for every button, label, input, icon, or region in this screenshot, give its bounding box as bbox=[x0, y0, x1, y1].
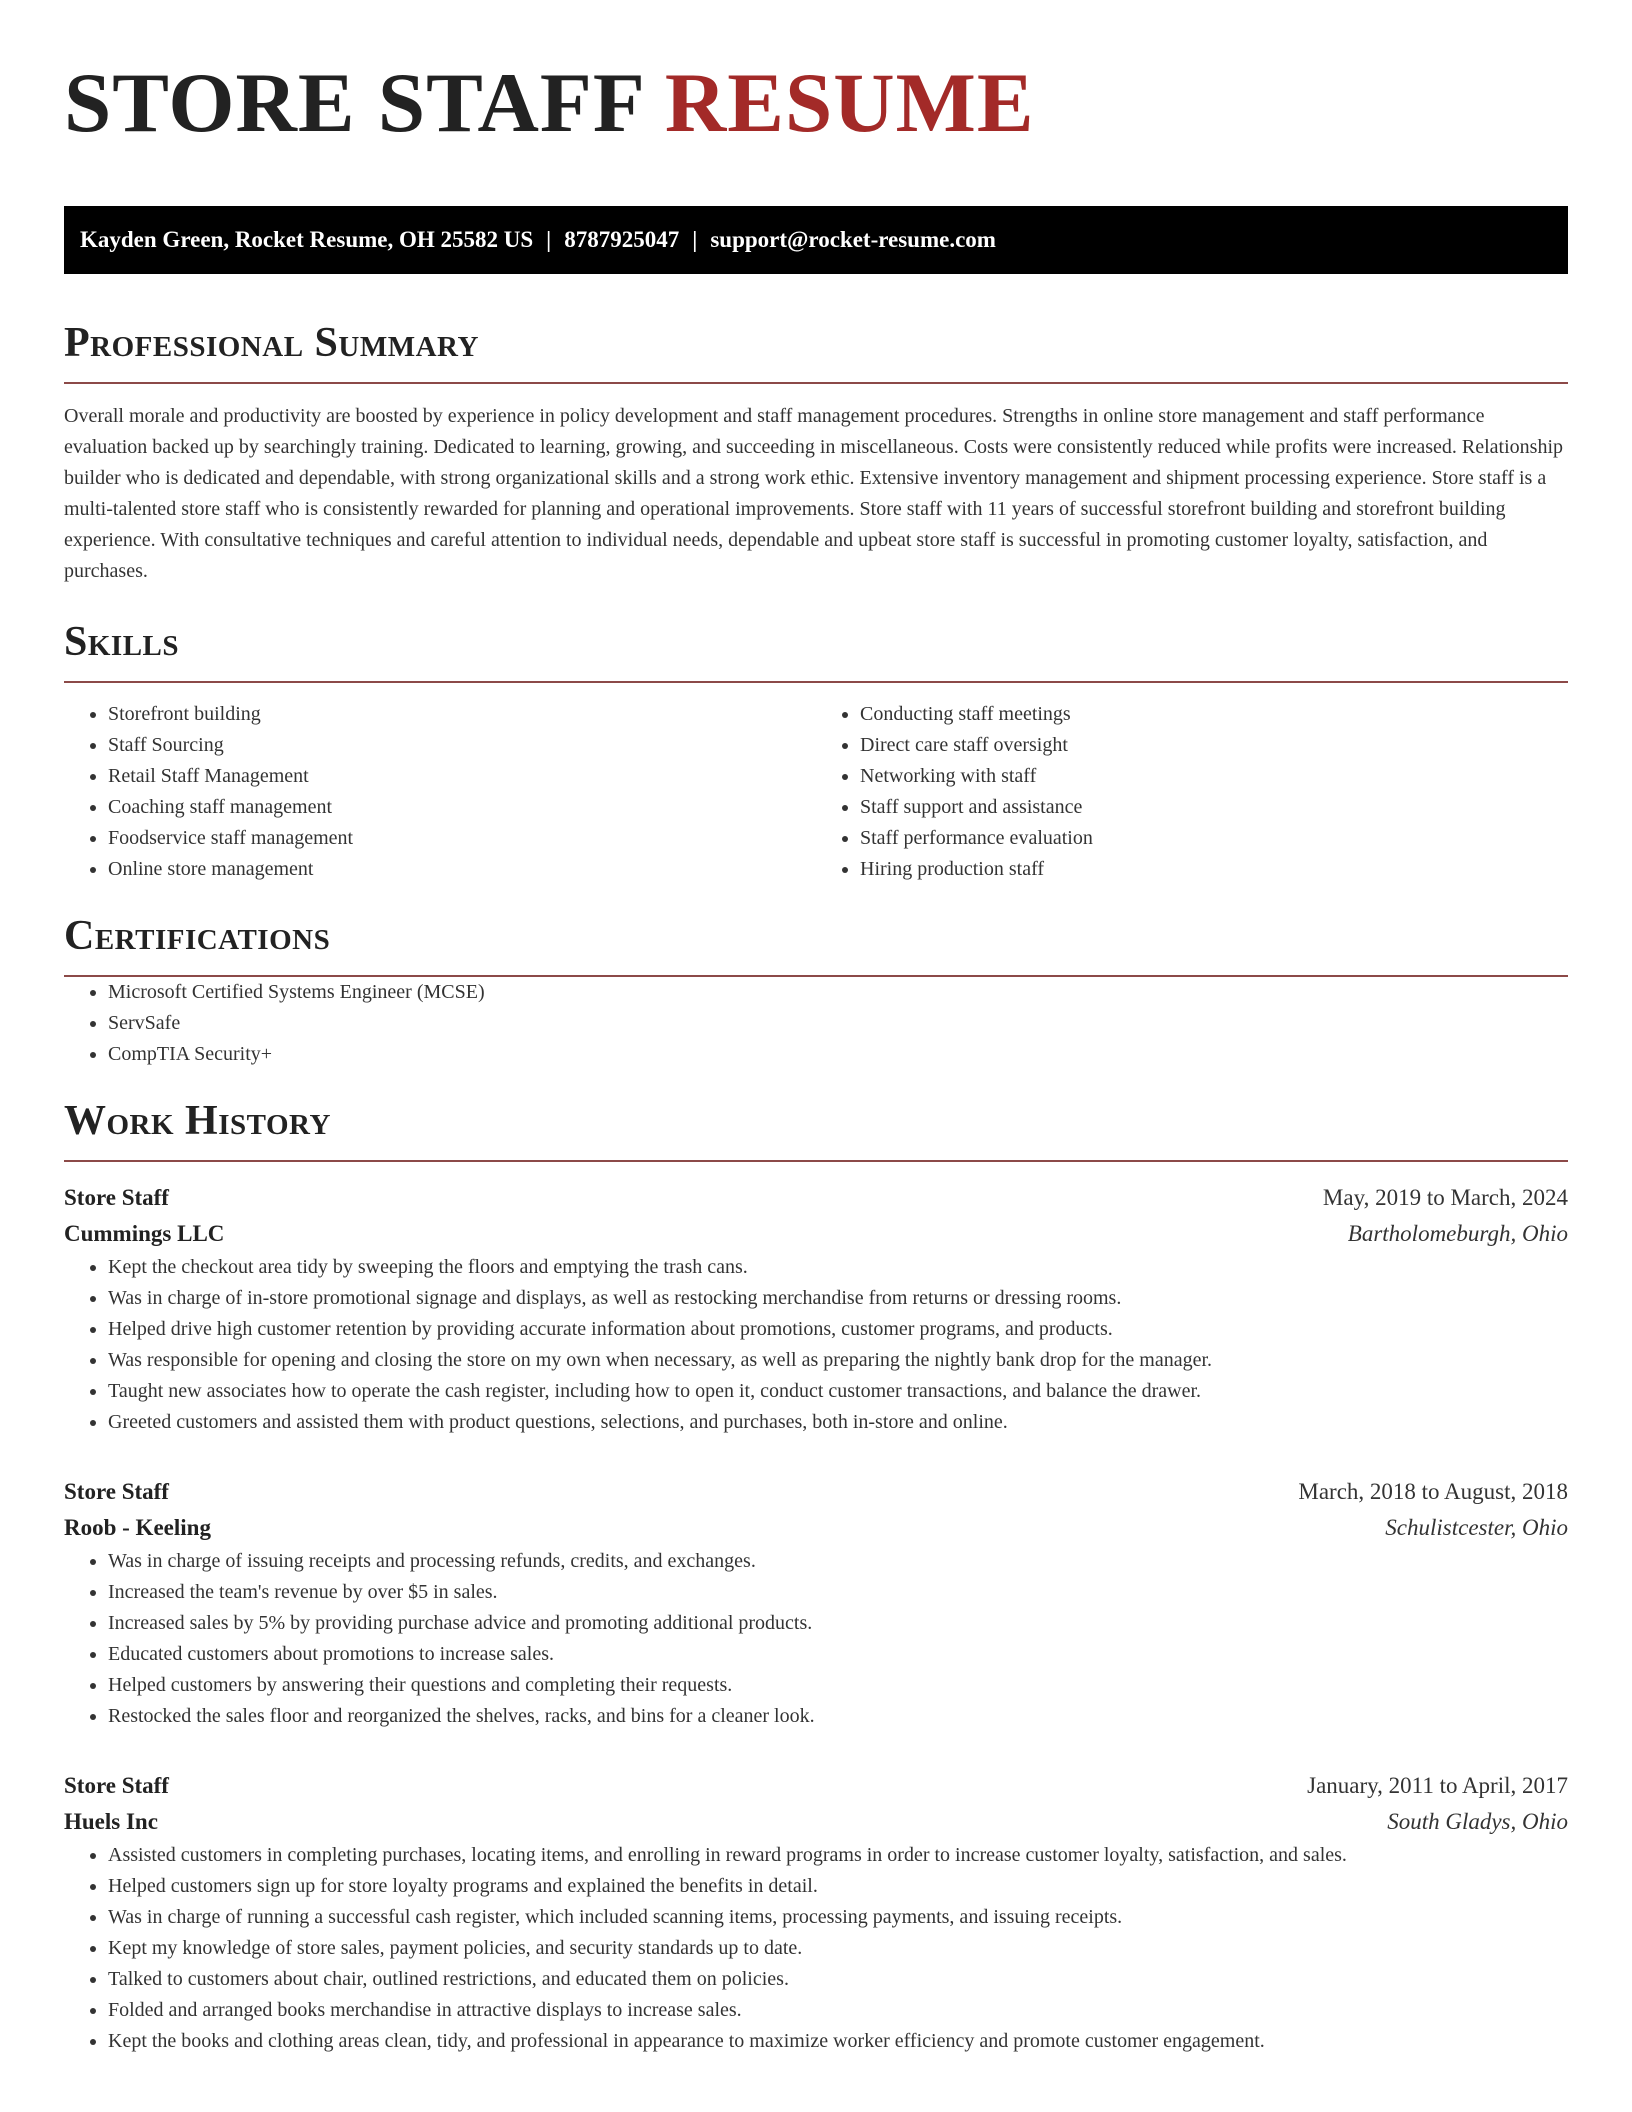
job-duty-item: • Folded and arranged books merchandise in attractive displays to increase sales. bbox=[108, 1995, 1568, 2026]
job-title-row bbox=[64, 1180, 1568, 1216]
skills-list-right bbox=[816, 699, 1568, 885]
job-duty-item: • Assisted customers in completing purchases, locating items, and enrolling in reward programs in order to increase customer loyalty, satisfaction, and sales. bbox=[108, 1840, 1568, 1871]
job-duty-item: • Kept my knowledge of store sales, payment policies, and security standards up to date. bbox=[108, 1933, 1568, 1964]
job-company: Roob - Keeling bbox=[64, 1515, 211, 1540]
job-duty-item: • Greeted customers and assisted them with product questions, selections, and purchases, both in-store and online. bbox=[108, 1407, 1568, 1438]
job-dates: May, 2019 to March, 2024 bbox=[1322, 1185, 1568, 1210]
certification-item: • CompTIA Security+ bbox=[108, 1039, 1568, 1070]
skill-item: • Hiring production staff bbox=[860, 854, 1568, 885]
job-duty-item: • Was in charge of running a successful cash register, which included scanning items, processing payments, and issuing receipts. bbox=[108, 1902, 1568, 1933]
job-title: Store Staff bbox=[64, 1185, 169, 1210]
job-dates: March, 2018 to August, 2018 bbox=[1298, 1479, 1568, 1504]
skills-list-left bbox=[64, 699, 816, 885]
contact-email: support@rocket-resume.com bbox=[710, 227, 996, 252]
resume-title bbox=[64, 58, 1568, 148]
work-history-section bbox=[64, 1096, 1568, 2057]
job-duties bbox=[64, 1546, 1568, 1732]
contact-separator: | bbox=[546, 227, 552, 252]
job-duty-item: • Helped drive high customer retention by providing accurate information about promotions, customer programs, and products. bbox=[108, 1314, 1568, 1345]
section-divider bbox=[64, 681, 1568, 683]
skill-item: • Online store management bbox=[108, 854, 816, 885]
job-duty-item: • Restocked the sales floor and reorganized the shelves, racks, and bins for a cleaner look. bbox=[108, 1701, 1568, 1732]
job-duty-item: • Educated customers about promotions to increase sales. bbox=[108, 1639, 1568, 1670]
skill-item: • Conducting staff meetings bbox=[860, 699, 1568, 730]
job-entry bbox=[64, 1474, 1568, 1732]
job-duty-item: • Kept the books and clothing areas clean, tidy, and professional in appearance to maximize worker efficiency and promote customer engagement. bbox=[108, 2026, 1568, 2057]
job-duty-item: • Increased sales by 5% by providing purchase advice and promoting additional products. bbox=[108, 1608, 1568, 1639]
job-title-row bbox=[64, 1474, 1568, 1510]
job-duty-item: • Talked to customers about chair, outlined restrictions, and educated them on policies. bbox=[108, 1964, 1568, 1995]
job-duty-item: • Was in charge of in-store promotional signage and displays, as well as restocking merchandise from returns or dressing rooms. bbox=[108, 1283, 1568, 1314]
skill-item: • Foodservice staff management bbox=[108, 823, 816, 854]
job-duty-item: • Kept the checkout area tidy by sweeping the floors and emptying the trash cans. bbox=[108, 1252, 1568, 1283]
job-entry bbox=[64, 1768, 1568, 2057]
certifications-heading: Certifications bbox=[64, 913, 331, 959]
job-duties bbox=[64, 1840, 1568, 2057]
job-entry bbox=[64, 1180, 1568, 1438]
job-duties bbox=[64, 1252, 1568, 1438]
skill-item: • Networking with staff bbox=[860, 761, 1568, 792]
job-location: South Gladys, Ohio bbox=[1387, 1809, 1568, 1834]
job-duty-item: • Helped customers by answering their questions and completing their requests. bbox=[108, 1670, 1568, 1701]
certification-item: • Microsoft Certified Systems Engineer (MCSE) bbox=[108, 977, 1568, 1008]
job-title-row bbox=[64, 1768, 1568, 1804]
skills-section bbox=[64, 617, 1568, 885]
job-company: Cummings LLC bbox=[64, 1221, 225, 1246]
skill-item: • Retail Staff Management bbox=[108, 761, 816, 792]
work-history-heading: Work History bbox=[64, 1098, 331, 1144]
title-accent: RESUME bbox=[664, 56, 1035, 150]
job-title: Store Staff bbox=[64, 1479, 169, 1504]
skill-item: • Direct care staff oversight bbox=[860, 730, 1568, 761]
job-company-row bbox=[64, 1510, 1568, 1546]
summary-text: Overall morale and productivity are boosted by experience in policy development and staff management procedures. Strengths in online store management and staff performance evaluation backed up by searchingly training. Dedicated to learning, growing, and succeeding in miscellaneous. Costs were consistently reduced while profits were increased. Relationship builder who is dedicated and dependable, with strong organizational skills and a strong work ethic. Extensive inventory management and shipment processing experience. Store staff is a multi-talented store staff who is consistently rewarded for planning and operational improvements. Store staff with 11 years of successful storefront building and storefront building experience. With consultative techniques and careful attention to individual needs, dependable and upbeat store staff is successful in promoting customer loyalty, satisfaction, and purchases. bbox=[64, 405, 1563, 582]
skill-item: • Staff performance evaluation bbox=[860, 823, 1568, 854]
certifications-list bbox=[64, 977, 1568, 1070]
contact-separator: | bbox=[692, 227, 698, 252]
job-company-row bbox=[64, 1216, 1568, 1252]
skill-item: • Staff support and assistance bbox=[860, 792, 1568, 823]
skill-item: • Coaching staff management bbox=[108, 792, 816, 823]
job-dates: January, 2011 to April, 2017 bbox=[1307, 1773, 1568, 1798]
summary-heading: Professional Summary bbox=[64, 320, 479, 366]
job-company: Huels Inc bbox=[64, 1809, 158, 1834]
skills-grid bbox=[64, 699, 1568, 885]
job-duty-item: • Was responsible for opening and closing the store on my own when necessary, as well as preparing the nightly bank drop for the manager. bbox=[108, 1345, 1568, 1376]
contact-phone: 8787925047 bbox=[564, 227, 680, 252]
job-duty-item: • Taught new associates how to operate the cash register, including how to open it, conduct customer transactions, and balance the drawer. bbox=[108, 1376, 1568, 1407]
job-duty-item: • Was in charge of issuing receipts and processing refunds, credits, and exchanges. bbox=[108, 1546, 1568, 1577]
certification-item: • ServSafe bbox=[108, 1008, 1568, 1039]
title-main: STORE STAFF bbox=[64, 56, 643, 150]
skills-heading: Skills bbox=[64, 619, 180, 665]
section-divider bbox=[64, 1160, 1568, 1162]
summary-section bbox=[64, 318, 1568, 587]
job-title: Store Staff bbox=[64, 1773, 169, 1798]
certifications-section bbox=[64, 911, 1568, 1070]
section-divider bbox=[64, 382, 1568, 384]
job-location: Schulistcester, Ohio bbox=[1385, 1515, 1568, 1540]
job-company-row bbox=[64, 1804, 1568, 1840]
skill-item: • Storefront building bbox=[108, 699, 816, 730]
skill-item: • Staff Sourcing bbox=[108, 730, 816, 761]
contact-name-address: Kayden Green, Rocket Resume, OH 25582 US bbox=[80, 227, 534, 252]
job-duty-item: • Helped customers sign up for store loyalty programs and explained the benefits in detail. bbox=[108, 1871, 1568, 1902]
job-location: Bartholomeburgh, Ohio bbox=[1347, 1221, 1568, 1246]
job-duty-item: • Increased the team's revenue by over $5 in sales. bbox=[108, 1577, 1568, 1608]
contact-bar bbox=[64, 206, 1568, 274]
